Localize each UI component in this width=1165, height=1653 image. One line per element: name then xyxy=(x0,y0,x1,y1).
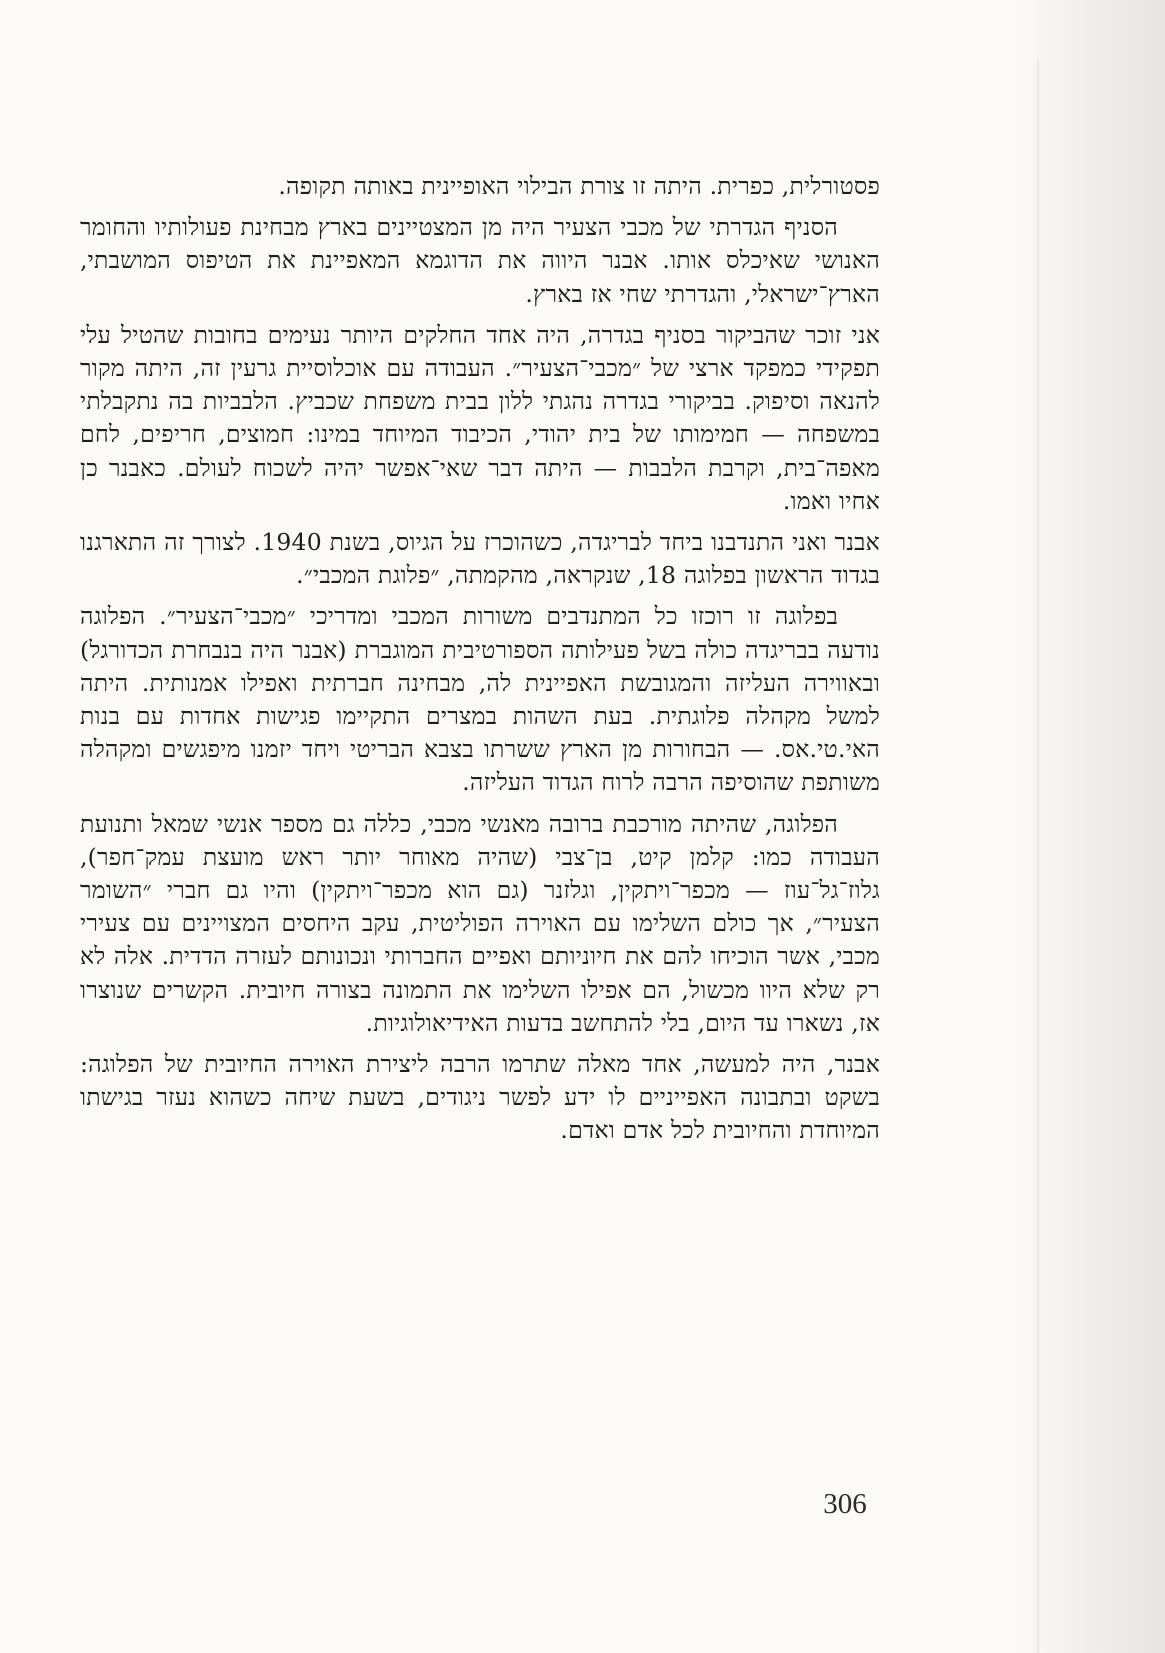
paragraph-2: הסניף הגדרתי של מכבי הצעיר היה מן המצטיינים בארץ מבחינת פעולותיו והחומר האנושי שאיכלס אותו. אבנר היווה את הדוגמא המאפיינת את הטיפוס המושבתי, הארץ־ישראלי, והגדרתי שחי אז בארץ. xyxy=(80,213,880,308)
paragraph-1: פסטורלית, כפרית. היתה זו צורת הבילוי האופיינית באותה תקופה. xyxy=(278,172,880,200)
paragraph-5: בפלוגה זו רוכזו כל המתנדבים משורות המכבי ומדריכי ״מכבי־הצעיר״. הפלוגה נודעה בבריגדה כולה בשל פעילותה הספורטיבית המוגברת (אבנר היה בנבחרת הכדורגל) ובאווירה העליזה והמגובשת האפיינית לה, מבחינה חברתית ואפילו אמנותית. היתה למשל מקהלה פלוגתית. בעת השהות במצרים התקיימו פגישות אחדות עם בנות האי.טי.אס. — הבחורות מן הארץ ששרתו בצבא הבריטי ויחד יזמנו מיפגשים ומקהלה משותפת שהוסיפה הרבה לרוח הגדוד העליזה. xyxy=(80,602,880,797)
paragraph-6: הפלוגה, שהיתה מורכבת ברובה מאנשי מכבי, כללה גם מספר אנשי שמאל ותנועת העבודה כמו: קלמן קיט, בן־צבי (שהיה מאוחר יותר ראש מועצת עמק־חפר), גלוז־גל־עוז — מכפר־ויתקין, וגלזנר (גם הוא מכפר־ויתקין) והיו גם חברי ״השומר הצעיר״, אך כולם השלימו עם האוירה הפוליטית, עקב היחסים המצויינים עם צעירי מכבי, אשר הוכיחו להם את חיוניותם ואפיים החברותי ונכונותם לעזרה הדדית. אלה לא רק שלא היוו מכשול, הם אפילו השלימו את התמונה בצורה חיובית. הקשרים שנוצרו אז, נשארו עד היום, בלי להתחשב בדעות האידיאולוגיות. xyxy=(80,809,880,1037)
page-fold-line xyxy=(1036,60,1040,1653)
paragraph-7: אבנר, היה למעשה, אחד מאלה שתרמו הרבה ליצירת האוירה החיובית של הפלוגה: בשקט ובתבונה האפייניים לו ידע לפשר ניגודים, בשעת שיחה כשהוא נעזר בגישתו המיוחדת והחיובית לכל אדם ואדם. xyxy=(80,1050,880,1145)
body-text xyxy=(80,170,880,1156)
page-number: 306 xyxy=(823,1488,867,1520)
paragraph-3: אני זוכר שהביקור בסניף בגדרה, היה אחד החלקים היותר נעימים בחובות שהטיל עלי תפקידי כמפקד ארצי של ״מכבי־הצעיר״. העבודה עם אוכלוסיית גרעין זה, היתה מקור להנאה וסיפוק. בביקורי בגדרה נהגתי ללון בבית משפחת שכביץ. הלבביות בה נתקבלתי במשפחה — חמימותו של בית יהודי, הכיבוד המיוחד במינו: חמוצים, חריפים, לחם מאפה־בית, וקרבת הלבבות — היתה דבר שאי־אפשר יהיה לשכוח לעולם. כאבנר כן אחיו ואמו. xyxy=(80,320,880,515)
paragraph-4: אבנר ואני התנדבנו ביחד לבריגדה, כשהוכרז על הגיוס, בשנת 1940. לצורך זה התארגנו בגדוד הראשון בפלוגה 18, שנקראה, מהקמתה, ״פלוגת המכבי״. xyxy=(80,528,880,590)
